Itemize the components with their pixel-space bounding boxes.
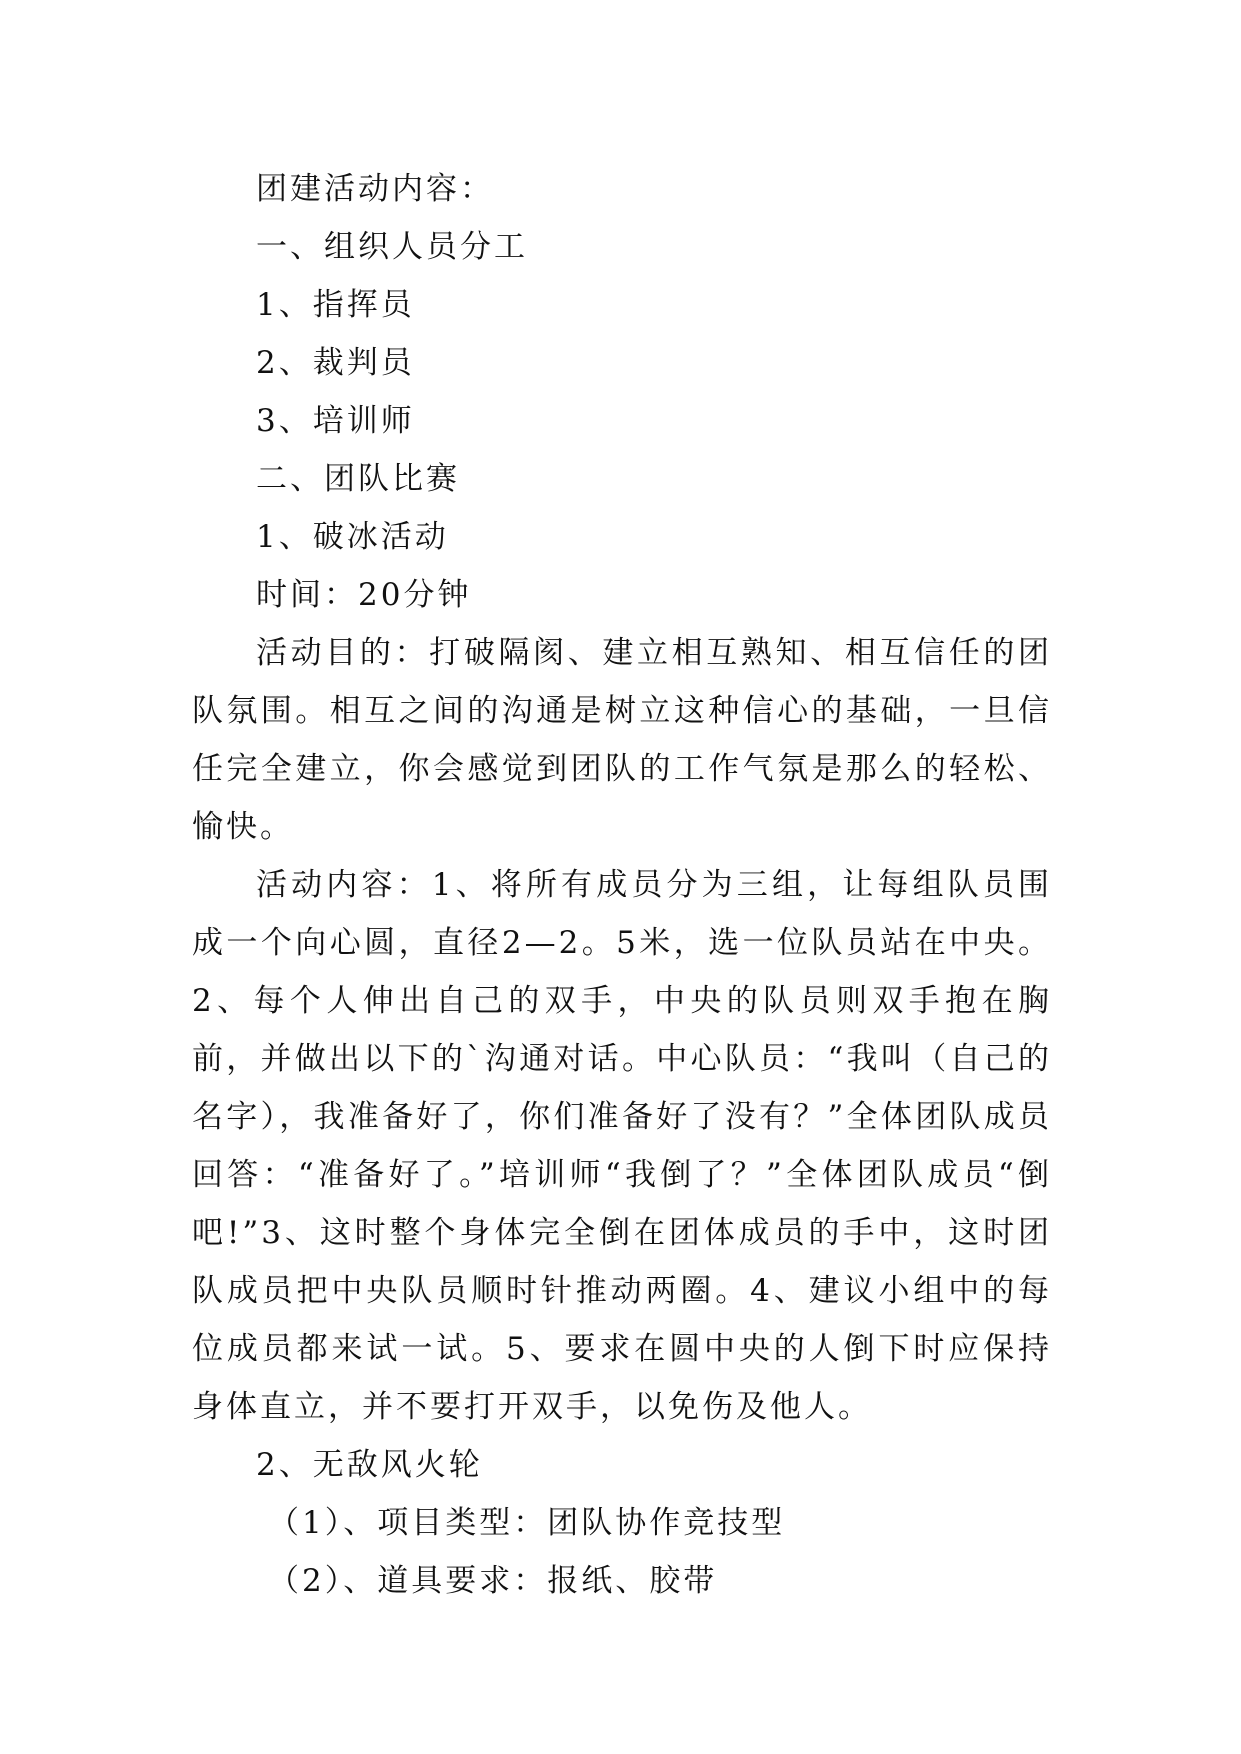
section-1-title: 一、组织人员分工 xyxy=(256,229,528,265)
activity-2-item: （1）、项目类型：团队协作竞技型 xyxy=(268,1505,786,1541)
activity-1-purpose: 活动目的：打破隔阂、建立相互熟知、相互信任的团队氛围。相互之间的沟通是树立这种信心的基础，一旦信任完全建立，你会感觉到团队的工作气氛是那么的轻松、愉快。 xyxy=(192,635,1052,845)
activity-2-item: （2）、道具要求：报纸、胶带 xyxy=(268,1563,718,1599)
section-2-title: 二、团队比赛 xyxy=(256,461,460,497)
document-body xyxy=(192,160,1052,1610)
activity-2-title: 2、无敌风火轮 xyxy=(256,1447,483,1483)
role-item: 1、指挥员 xyxy=(256,287,415,323)
role-item: 2、裁判员 xyxy=(256,345,415,381)
activity-1-time: 时间：20分钟 xyxy=(256,577,472,613)
activity-1-title: 1、破冰活动 xyxy=(256,519,449,555)
intro-heading: 团建活动内容： xyxy=(256,171,494,207)
activity-1-content: 活动内容：1、将所有成员分为三组，让每组队员围成一个向心圆，直径2—2。5米，选一位队员站在中央。2、每个人伸出自己的双手，中央的队员则双手抱在胸前，并做出以下的`沟通对话。中心队员：“我叫（自己的名字），我准备好了，你们准备好了没有？”全体团队成员回答：“准备好了。”培训师“我倒了？”全体团队成员“倒吧!”3、这时整个身体完全倒在团体成员的手中，这时团队成员把中央队员顺时针推动两圈。4、建议小组中的每位成员都来试一试。5、要求在圆中央的人倒下时应保持身体直立，并不要打开双手，以免伤及他人。 xyxy=(192,867,1052,1425)
role-item: 3、培训师 xyxy=(256,403,415,439)
